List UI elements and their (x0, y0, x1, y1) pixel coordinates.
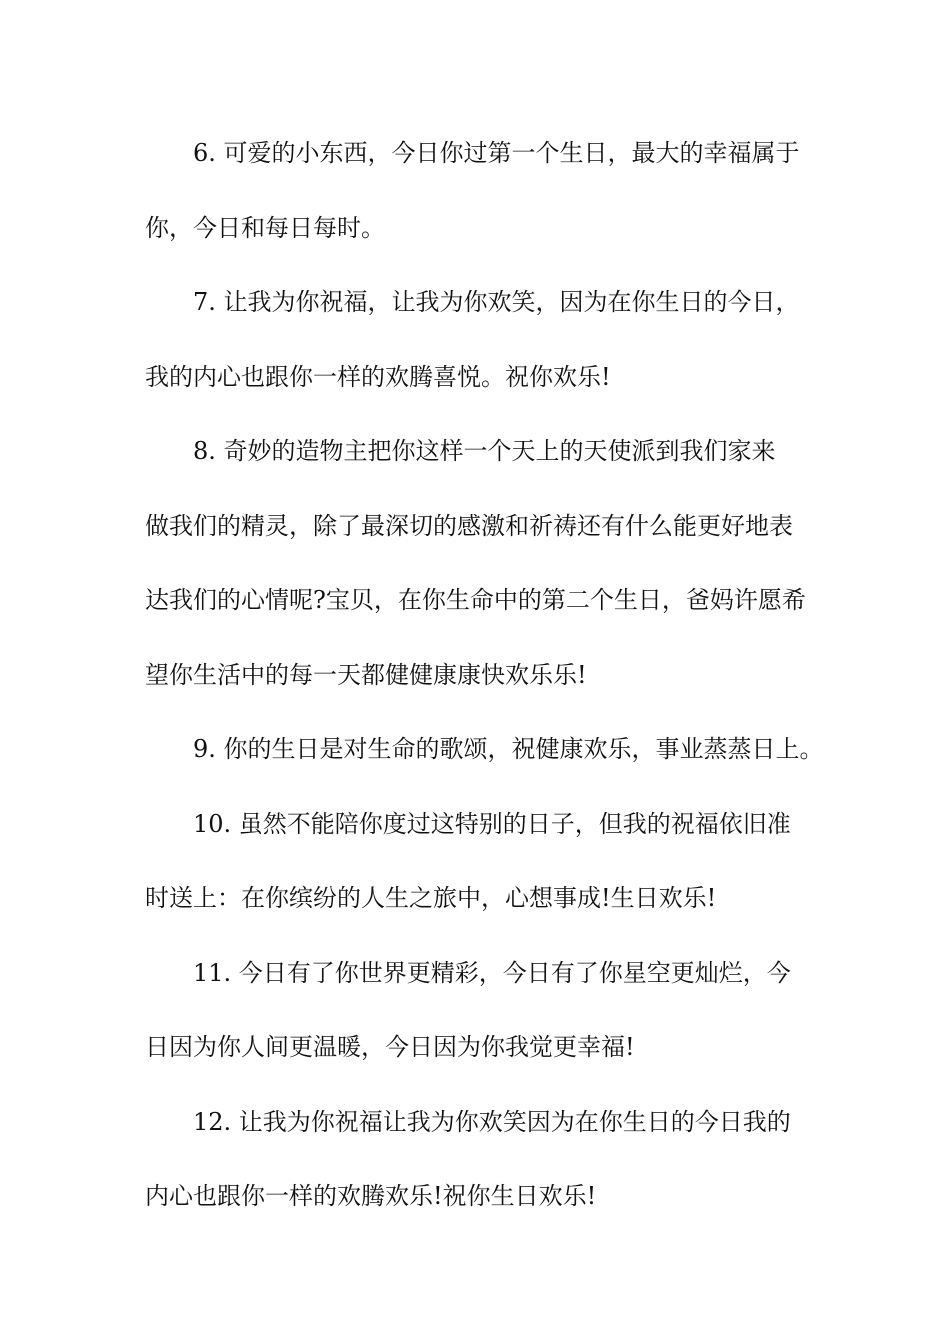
text-line: 你，今日和每日每时。 (145, 213, 385, 242)
text-line: 望你生活中的每一天都健健康康快欢乐乐! (145, 660, 587, 689)
text-line: 达我们的心情呢?宝贝，在你生命中的第二个生日，爸妈许愿希 (145, 586, 806, 614)
text-line: 我的内心也跟你一样的欢腾喜悦。祝你欢乐! (145, 362, 611, 391)
text-line: 12. 让我为你祝福让我为你欢笑因为在你生日的今日我的 (193, 1107, 791, 1136)
text-line: 日因为你人间更温暖，今日因为你我觉更幸福! (145, 1033, 635, 1061)
text-line: 9. 你的生日是对生命的歌颂，祝健康欢乐，事业蒸蒸日上。 (193, 735, 824, 763)
text-line: 做我们的精灵，除了最深切的感激和祈祷还有什么能更好地表 (145, 511, 793, 540)
text-line: 10. 虽然不能陪你度过这特别的日子，但我的祝福依旧准 (193, 809, 791, 838)
text-line: 时送上：在你缤纷的人生之旅中，心想事成!生日欢乐! (145, 884, 717, 912)
document-body (145, 128, 824, 1246)
text-line: 11. 今日有了你世界更精彩，今日有了你星空更灿烂，今 (193, 958, 791, 987)
text-line: 内心也跟你一样的欢腾欢乐!祝你生日欢乐! (145, 1182, 597, 1210)
text-line: 7. 让我为你祝福，让我为你欢笑，因为在你生日的今日， (193, 288, 800, 316)
text-line: 8. 奇妙的造物主把你这样一个天上的天使派到我们家来 (193, 437, 776, 465)
text-line: 6. 可爱的小东西，今日你过第一个生日，最大的幸福属于 (193, 139, 800, 167)
